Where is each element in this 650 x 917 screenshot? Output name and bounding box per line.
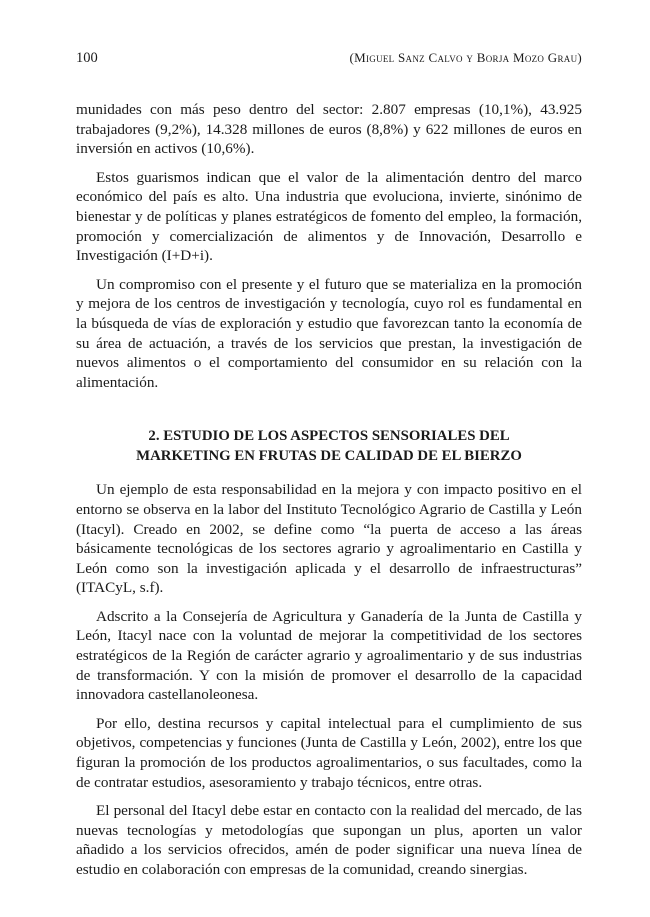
paragraph: Por ello, destina recursos y capital intelectual para el cumplimiento de sus objetivos, competencias y funciones (Junta de Castilla y León, 2002), entre los que figuran la promoción de los productos agroalimentarios, o sus facultades, como la de contratar estudios, asesoramiento y trabajo técnicos, entre otras. <box>76 714 582 791</box>
paragraph: munidades con más peso dentro del sector: 2.807 empresas (10,1%), 43.925 trabajadores (9,2%), 14.328 millones de euros (8,8%) y 622 millones de euros en inversión en activos (10,6%). <box>76 101 582 158</box>
paragraph: Adscrito a la Consejería de Agricultura y Ganadería de la Junta de Castilla y León, Itacyl nace con la voluntad de mejorar la competitividad de los sectores estratégicos de la Región de carácter agrario y agroalimentario y de sus industrias de transformación. Y con la misión de promover el desarrollo de la capacidad innovadora castellanoleonesa. <box>76 607 582 704</box>
page-header <box>76 50 582 72</box>
paragraph: El personal del Itacyl debe estar en contacto con la realidad del mercado, de las nuevas tecnologías y metodologías que supongan un plus, aporten un valor añadido a los servicios ofrecidos, amén de poder significar una nueva línea de estudio en colaboración con empresas de la comunidad, creando sinergias. <box>76 802 582 878</box>
section-heading: 2. ESTUDIO DE LOS ASPECTOS SENSORIALES DEL MARKETING EN FRUTAS DE CALIDAD DE EL BIERZO <box>136 428 522 464</box>
page-number: 100 <box>76 50 98 66</box>
page-body <box>76 100 582 889</box>
section-spacer <box>76 401 582 427</box>
paragraph: Estos guarismos indican que el valor de la alimentación dentro del marco económico del país es alto. Una industria que evoluciona, invierte, sinónimo de bienestar y de políticas y planes estratégicos de fomento del empleo, la formación, promoción y comercialización de alimentos y de Innovación, Desarrollo e Investigación (I+D+i). <box>76 168 582 265</box>
paragraph: Un ejemplo de esta responsabilidad en la mejora y con impacto positivo en el entorno se observa en la labor del Instituto Tecnológico Agrario de Castilla y León (Itacyl). Creado en 2002, se define como “la puerta de acceso a las áreas básicamente tecnológicas de los sectores agrario y agroalimentario en Castilla y León como son la investigación aplicada y el desarrollo de infraestructuras” (ITACyL, s.f). <box>76 481 582 597</box>
running-head: (Miguel Sanz Calvo y Borja Mozo Grau) <box>349 50 582 65</box>
paragraph: Un compromiso con el presente y el futuro que se materializa en la promoción y mejora de los centros de investigación y tecnología, cuyo rol es fundamental en la búsqueda de vías de exploración y estudio que favorezcan tanto la economía de su área de actuación, a través de los servicios que prestan, la investigación de nuevos alimentos o el comportamiento del consumidor en su relación con la alimentación. <box>76 275 582 391</box>
